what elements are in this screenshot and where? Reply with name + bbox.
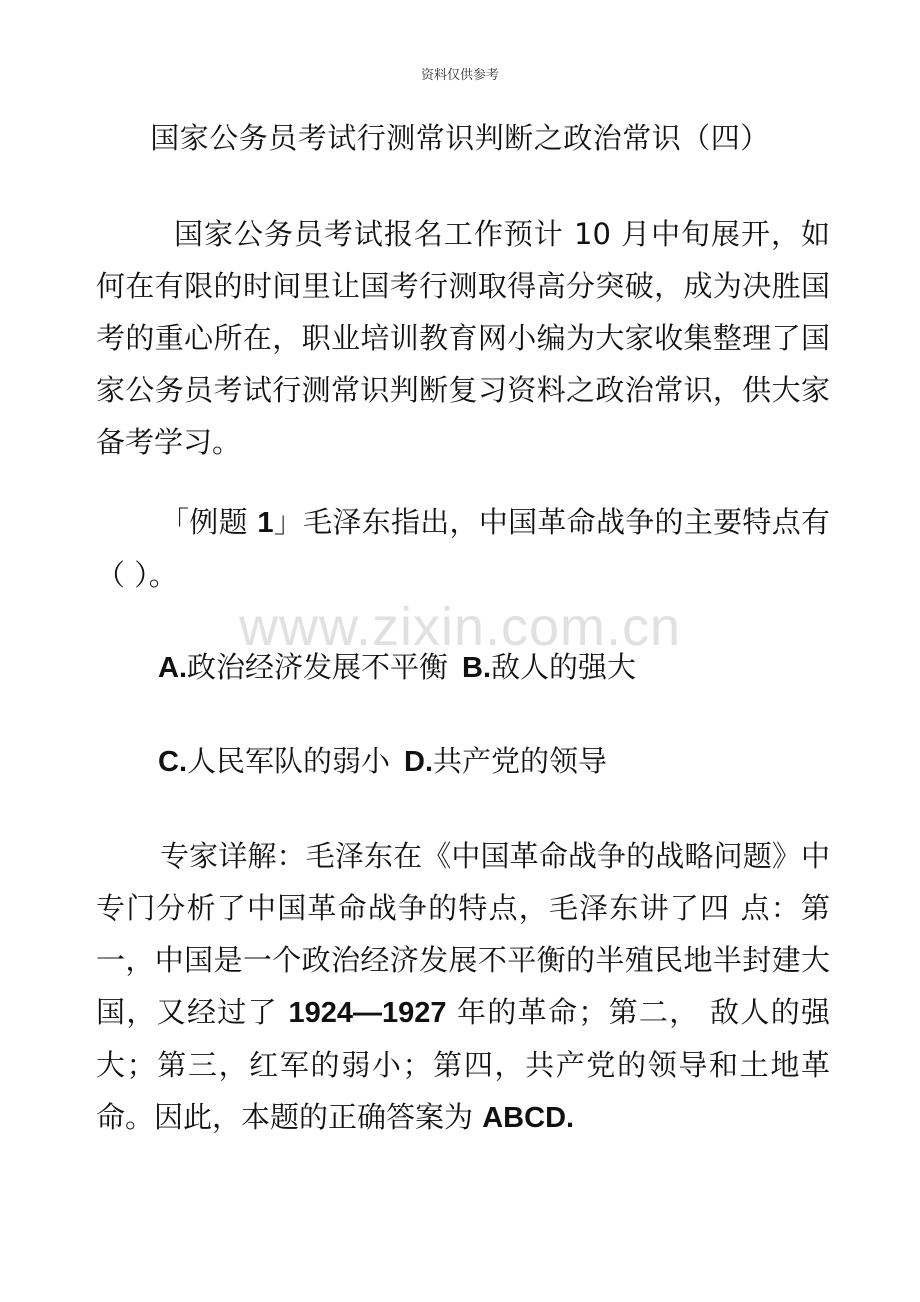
analysis-text-1: 专家详解：毛泽东在《中国革命战争的战略问题》中专门分析了中国革命战争的特点，毛泽东讲了四 点：第一，中国是一个政治经济发展不平衡的半殖民地半封建大国，又经过了 [96,839,830,1029]
option-letter: D. [404,746,434,778]
option-b [462,641,636,694]
question-number: 1 [257,507,274,539]
question-label-close: 」 [273,505,304,539]
option-text: 共产党的领导 [433,744,608,778]
watermark: www.zixin.com.cn [238,597,682,657]
question-text: 毛泽东指出，中国革命战争的主要特点有（ ）。 [96,505,830,592]
option-a [158,641,448,694]
option-text: 敌人的强大 [491,650,637,684]
document-title: 国家公务员考试行测常识判断之政治常识（四） [150,121,770,155]
intro-section [96,208,830,468]
option-text: 人民军队的弱小 [187,744,391,778]
question-section [96,496,830,601]
analysis-answer: ABCD. [482,1102,575,1134]
option-c [158,735,390,788]
options-row-1 [158,641,650,694]
option-letter: A. [158,652,187,684]
analysis-paragraph [96,830,830,1144]
option-d [404,735,607,788]
analysis-section [96,830,830,1144]
option-letter: C. [158,746,187,778]
question-stem [96,496,830,601]
options-row-2 [158,735,621,788]
option-letter: B. [462,652,492,684]
intro-paragraph: 国家公务员考试报名工作预计 10 月中旬展开，如何在有限的时间里让国考行测取得高分突破，成为决胜国考的重心所在，职业培训教育网小编为大家收集整理了国家公务员考试行测常识判断复习资料之政治常识，供大家备考学习。 [96,217,830,459]
analysis-years: 1924—1927 [288,997,447,1029]
analysis-text-2: 年的革命；第二， 敌人的强大；第三，红军的弱小；第四，共产党的领导和土地革命。因此，本题的正确答案为 [96,995,831,1134]
header-note: 资料仅供参考 [420,68,499,83]
question-label-open: 「例题 [160,505,258,539]
option-text: 政治经济发展不平衡 [187,650,449,684]
